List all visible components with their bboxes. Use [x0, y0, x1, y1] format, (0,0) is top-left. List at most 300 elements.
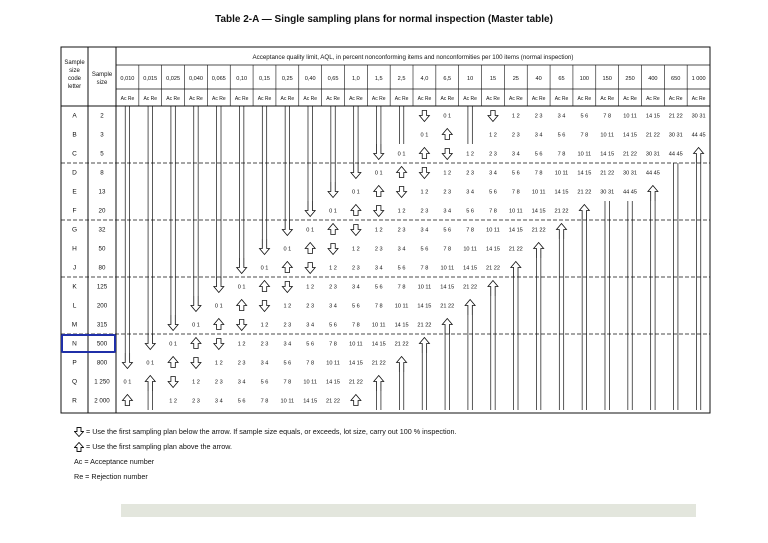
- ac-re-value: 0 1: [443, 113, 452, 120]
- sample-size: 800: [96, 359, 108, 367]
- sample-size: 50: [98, 245, 106, 253]
- ac-re-value: 1 2: [260, 322, 269, 329]
- ac-re-value: 3 4: [443, 208, 452, 215]
- ac-re-value: 10 11: [600, 132, 614, 139]
- arrow-down-icon: [191, 296, 201, 312]
- ac-re-label: Ac Re: [623, 96, 637, 102]
- arrow-up-icon: [168, 357, 178, 368]
- aql-value: 400: [648, 76, 658, 82]
- ac-re-value: 1 2: [283, 303, 292, 310]
- ac-re-value: 2 3: [489, 151, 497, 158]
- ac-re-value: 1 2: [489, 132, 497, 139]
- ac-re-value: 1 2: [306, 284, 315, 291]
- ac-re-value: 0 1: [329, 208, 337, 215]
- ac-re-value: 2 3: [534, 113, 543, 120]
- ac-re-value: 0 1: [123, 379, 132, 386]
- ac-re-value: 0 1: [214, 303, 223, 310]
- sample-size: 5: [100, 150, 104, 158]
- legend-up-text: = Use the first sampling plan above the arrow.: [86, 442, 233, 451]
- ac-re-value: 2 3: [374, 246, 383, 253]
- ac-re-value: 5 6: [420, 246, 429, 253]
- ac-re-value: 21 22: [326, 398, 341, 405]
- arrow-down-icon: [74, 427, 84, 437]
- aql-value: 0,065: [211, 76, 226, 82]
- ac-re-label: Ac Re: [486, 96, 500, 102]
- ac-re-value: 7 8: [306, 360, 315, 367]
- arrow-up-icon: [74, 442, 84, 452]
- arrow-down-icon: [351, 225, 361, 236]
- ac-re-value: 21 22: [645, 132, 660, 139]
- ac-re-value: 10 11: [371, 322, 386, 329]
- ac-re-value: 21 22: [417, 322, 432, 329]
- arrow-down-icon: [374, 206, 384, 217]
- ac-re-label: Ac Re: [326, 96, 340, 102]
- aql-value: 1 000: [691, 76, 706, 82]
- ac-re-value: 7 8: [534, 170, 543, 177]
- ac-re-label: Ac Re: [463, 96, 477, 102]
- arrow-down-icon: [191, 358, 201, 369]
- sample-size: 200: [96, 302, 108, 310]
- arrow-down-icon: [419, 111, 429, 122]
- ac-re-value: 21 22: [508, 246, 523, 253]
- code-letter: H: [72, 245, 77, 253]
- ac-re-value: 3 4: [511, 151, 520, 158]
- ac-re-value: 1 2: [237, 341, 246, 348]
- ac-re-value: 2 3: [351, 265, 360, 272]
- ac-re-value: 0 1: [237, 284, 246, 291]
- ac-re-value: 14 15: [485, 246, 500, 253]
- ac-re-value: 0 1: [146, 360, 155, 367]
- sample-size: 1 250: [94, 378, 110, 386]
- ac-re-value: 14 15: [531, 208, 546, 215]
- ac-re-value: 14 15: [440, 284, 455, 291]
- aql-value: 0,25: [281, 76, 293, 82]
- arrow-up-icon: [260, 281, 270, 292]
- ac-re-value: 1 2: [443, 170, 452, 177]
- aql-value: 0,65: [327, 76, 339, 82]
- arrow-down-icon: [168, 315, 178, 331]
- ac-re-value: 7 8: [603, 113, 612, 120]
- page-title: Table 2-A — Single sampling plans for normal inspection (Master table): [215, 14, 553, 25]
- ac-re-value: 3 4: [397, 246, 406, 253]
- arrow-down-icon: [260, 239, 270, 255]
- ac-re-value: 2 3: [397, 227, 406, 234]
- ac-re-value: 14 15: [417, 303, 432, 310]
- legend-up-row: [74, 439, 457, 454]
- ac-re-label: Ac Re: [440, 96, 455, 102]
- ac-re-value: 3 4: [374, 265, 383, 272]
- ac-re-value: 10 11: [554, 170, 569, 177]
- sample-size: 125: [96, 283, 108, 291]
- arrow-up-icon: [351, 395, 361, 406]
- arrow-up-icon: [397, 357, 407, 373]
- ac-re-value: 21 22: [623, 151, 638, 158]
- arrow-up-icon: [694, 148, 704, 164]
- arrow-down-icon: [328, 182, 338, 198]
- ac-re-value: 5 6: [466, 208, 475, 215]
- ac-re-value: 10 11: [440, 265, 455, 272]
- arrow-up-icon: [351, 205, 361, 216]
- ac-re-value: 10 11: [531, 189, 546, 196]
- ac-re-value: 44 45: [668, 151, 683, 158]
- sample-size: 315: [96, 321, 108, 329]
- ac-re-label: Ac Re: [280, 96, 295, 102]
- legend: [74, 424, 457, 484]
- ac-re-value: 3 4: [351, 284, 360, 291]
- arrow-down-icon: [488, 111, 498, 122]
- ac-re-value: 0 1: [420, 132, 429, 139]
- code-letter: N: [72, 340, 77, 348]
- arrow-down-icon: [282, 220, 292, 236]
- ac-re-label: Ac Re: [189, 96, 203, 102]
- arrow-down-icon: [442, 149, 452, 160]
- code-letter: M: [71, 321, 78, 329]
- ac-re-value: 10 11: [509, 208, 523, 215]
- ac-re-value: 14 15: [645, 113, 660, 120]
- ac-re-value: 5 6: [397, 265, 406, 272]
- ac-re-value: 30 31: [600, 189, 615, 196]
- code-letter: F: [72, 207, 77, 215]
- ac-re-value: 7 8: [489, 208, 497, 215]
- ac-re-value: 21 22: [485, 265, 500, 272]
- arrow-up-icon: [488, 281, 498, 297]
- arrow-up-icon: [442, 129, 452, 140]
- aql-value: 1,5: [374, 76, 383, 82]
- legend-re-row: [74, 469, 457, 484]
- ac-re-value: 3 4: [534, 132, 543, 139]
- ac-re-value: 1 2: [169, 398, 178, 405]
- aql-value: 25: [512, 76, 519, 82]
- arrow-down-icon: [374, 144, 384, 160]
- code-letter: C: [72, 150, 77, 158]
- legend-down-row: [74, 424, 457, 439]
- ac-re-value: 21 22: [531, 227, 546, 234]
- arrow-down-icon: [168, 377, 178, 388]
- ac-re-value: 1 2: [374, 227, 383, 234]
- ac-re-value: 21 22: [577, 189, 592, 196]
- ac-re-value: 2 3: [260, 341, 269, 348]
- ac-re-value: 7 8: [283, 379, 292, 386]
- header-sample-size: Sample size: [91, 72, 113, 86]
- sample-size: 8: [100, 169, 104, 177]
- ac-re-value: 1 2: [329, 265, 337, 272]
- arrow-down-icon: [214, 277, 224, 293]
- ac-re-value: 14 15: [303, 398, 318, 405]
- ac-re-value: 30 31: [645, 151, 660, 158]
- ac-re-value: 7 8: [260, 398, 269, 405]
- arrow-up-icon: [465, 300, 475, 316]
- arrow-down-icon: [214, 339, 224, 350]
- aql-value: 1,0: [351, 76, 360, 82]
- ac-re-value: 2 3: [329, 284, 337, 291]
- ac-re-label: Ac Re: [120, 96, 135, 102]
- arrow-up-icon: [648, 186, 658, 202]
- aql-value: 65: [558, 76, 565, 82]
- ac-re-value: 3 4: [420, 227, 429, 234]
- ac-re-value: 3 4: [329, 303, 337, 310]
- ac-re-value: 10 11: [486, 227, 500, 234]
- arrow-down-icon: [237, 320, 247, 331]
- legend-ac-text: Ac = Acceptance number: [74, 457, 155, 466]
- arrow-up-icon: [397, 167, 407, 178]
- ac-re-value: 2 3: [237, 360, 246, 367]
- ac-re-value: 10 11: [463, 246, 477, 253]
- arrow-up-icon: [442, 319, 452, 335]
- ac-re-value: 10 11: [303, 379, 317, 386]
- ac-re-value: 14 15: [508, 227, 523, 234]
- ac-re-value: 3 4: [237, 379, 246, 386]
- ac-re-value: 5 6: [237, 398, 246, 405]
- ac-re-value: 0 1: [192, 322, 200, 329]
- ac-re-value: 2 3: [443, 189, 452, 196]
- ac-re-label: Ac Re: [600, 96, 615, 102]
- ac-re-value: 0 1: [397, 151, 406, 158]
- aql-value: 100: [579, 76, 590, 82]
- aql-value: 4,0: [420, 76, 429, 82]
- ac-re-value: 14 15: [600, 151, 615, 158]
- ac-re-value: 14 15: [554, 189, 569, 196]
- ac-re-value: 0 1: [169, 341, 178, 348]
- ac-re-value: 1 2: [351, 246, 360, 253]
- ac-re-label: Ac Re: [234, 96, 249, 102]
- ac-re-label: Ac Re: [257, 96, 272, 102]
- ac-re-value: 1 2: [214, 360, 223, 367]
- ac-re-value: 30 31: [623, 170, 638, 177]
- arrow-up-icon: [214, 319, 224, 330]
- aql-value: 2,5: [397, 76, 406, 82]
- legend-down-text: = Use the first sampling plan below the arrow. If sample size equals, or exceeds, lot size, carry out 100 % inspection.: [86, 427, 457, 436]
- ac-re-value: 2 3: [283, 322, 292, 329]
- header-code-letter: Sample size code letter: [64, 60, 85, 90]
- ac-re-label: Ac Re: [691, 96, 706, 102]
- arrow-up-icon: [374, 376, 384, 392]
- ac-re-value: 10 11: [349, 341, 363, 348]
- ac-re-value: 0 1: [283, 246, 292, 253]
- ac-re-label: Ac Re: [668, 96, 683, 102]
- ac-re-value: 5 6: [374, 284, 383, 291]
- ac-re-value: 44 45: [645, 170, 660, 177]
- ac-re-label: Ac Re: [143, 96, 158, 102]
- ac-re-value: 2 3: [306, 303, 315, 310]
- ac-re-value: 14 15: [577, 170, 592, 177]
- ac-re-value: 5 6: [351, 303, 360, 310]
- sample-size: 80: [98, 264, 106, 272]
- ac-re-value: 0 1: [260, 265, 269, 272]
- ac-re-value: 21 22: [371, 360, 386, 367]
- arrow-up-icon: [328, 224, 338, 235]
- code-letter: P: [72, 359, 77, 367]
- code-letter: G: [71, 226, 78, 234]
- ac-re-value: 0 1: [351, 189, 360, 196]
- arrow-up-icon: [282, 262, 292, 273]
- ac-re-value: 2 3: [214, 379, 223, 386]
- ac-re-value: 3 4: [489, 170, 497, 177]
- ac-re-value: 10 11: [577, 151, 592, 158]
- sample-size: 13: [98, 188, 106, 196]
- arrow-down-icon: [282, 282, 292, 293]
- ac-re-value: 0 1: [374, 170, 383, 177]
- ac-re-value: 14 15: [623, 132, 638, 139]
- aql-value: 0,025: [166, 76, 181, 82]
- ac-re-value: 21 22: [440, 303, 455, 310]
- ac-re-label: Ac Re: [508, 96, 523, 102]
- ac-re-value: 30 31: [691, 113, 706, 120]
- ac-re-value: 10 11: [623, 113, 637, 120]
- ac-re-value: 21 22: [394, 341, 409, 348]
- arrow-down-icon: [305, 201, 315, 217]
- code-letter: E: [72, 188, 77, 196]
- sample-size: 500: [96, 340, 108, 348]
- ac-re-value: 1 2: [420, 189, 429, 196]
- ac-re-label: Ac Re: [303, 96, 318, 102]
- ac-re-value: 2 3: [420, 208, 429, 215]
- code-letter: R: [72, 397, 77, 405]
- aql-value: 0,10: [236, 76, 248, 82]
- code-letter: A: [72, 112, 77, 120]
- ac-re-value: 7 8: [511, 189, 520, 196]
- aql-value: 40: [535, 76, 542, 82]
- aql-value: 0,015: [143, 76, 158, 82]
- ac-re-value: 10 11: [394, 303, 409, 310]
- ac-re-value: 5 6: [557, 132, 566, 139]
- ac-re-value: 10 11: [326, 360, 340, 367]
- ac-re-value: 44 45: [623, 189, 638, 196]
- aql-value: 150: [602, 76, 612, 82]
- arrow-up-icon: [511, 262, 521, 278]
- arrow-down-icon: [145, 334, 155, 350]
- arrow-up-icon: [419, 338, 429, 354]
- aql-value: 0,040: [188, 76, 203, 82]
- ac-re-value: 3 4: [283, 341, 292, 348]
- ac-re-value: 2 3: [466, 170, 475, 177]
- sample-size: 3: [100, 131, 104, 139]
- ac-re-label: Ac Re: [211, 96, 226, 102]
- ac-re-value: 21 22: [600, 170, 615, 177]
- code-letter: L: [72, 302, 77, 310]
- ac-re-value: 7 8: [466, 227, 475, 234]
- arrow-down-icon: [351, 163, 361, 179]
- ac-re-label: Ac Re: [577, 96, 592, 102]
- arrow-up-icon: [374, 186, 384, 197]
- code-letter: K: [72, 283, 77, 291]
- code-letter: D: [72, 169, 77, 177]
- ac-re-value: 0 1: [306, 227, 315, 234]
- ac-re-label: Ac Re: [371, 96, 386, 102]
- ac-re-label: Ac Re: [394, 96, 409, 102]
- code-letter: J: [72, 264, 77, 272]
- aql-value: 250: [625, 76, 635, 82]
- arrow-up-icon: [122, 395, 132, 406]
- ac-re-value: 14 15: [394, 322, 409, 329]
- aql-value: 650: [671, 76, 681, 82]
- ac-re-value: 5 6: [489, 189, 497, 196]
- sample-size: 2 000: [94, 397, 110, 405]
- ac-re-value: 2 3: [511, 132, 520, 139]
- arrow-up-icon: [145, 376, 155, 392]
- ac-re-label: Ac Re: [531, 96, 546, 102]
- ac-re-value: 7 8: [351, 322, 360, 329]
- ac-re-value: 44 45: [691, 132, 706, 139]
- ac-re-value: 7 8: [374, 303, 383, 310]
- arrow-down-icon: [237, 258, 247, 274]
- ac-re-value: 3 4: [306, 322, 315, 329]
- ac-re-value: 7 8: [329, 341, 337, 348]
- ac-re-value: 21 22: [463, 284, 478, 291]
- ac-re-value: 2 3: [192, 398, 200, 405]
- ac-re-value: 7 8: [580, 132, 589, 139]
- ac-re-value: 7 8: [397, 284, 406, 291]
- ac-re-value: 7 8: [420, 265, 429, 272]
- ac-re-value: 5 6: [511, 170, 520, 177]
- ac-re-value: 10 11: [417, 284, 432, 291]
- ac-re-value: 1 2: [466, 151, 475, 158]
- legend-re-text: Re = Rejection number: [74, 472, 148, 481]
- arrow-up-icon: [237, 300, 247, 311]
- ac-re-value: 1 2: [192, 379, 200, 386]
- aql-banner: Acceptance quality limit, AQL, in percent nonconforming items and nonconformities per 100 items (normal inspection): [252, 54, 574, 61]
- arrow-down-icon: [122, 353, 132, 369]
- arrow-down-icon: [328, 244, 338, 255]
- ac-re-value: 21 22: [554, 208, 569, 215]
- arrow-up-icon: [191, 338, 201, 349]
- ac-re-value: 3 4: [214, 398, 223, 405]
- ac-re-value: 21 22: [348, 379, 363, 386]
- ac-re-value: 3 4: [260, 360, 269, 367]
- ac-re-value: 5 6: [329, 322, 337, 329]
- ac-re-value: 30 31: [668, 132, 683, 139]
- ac-re-value: 14 15: [463, 265, 478, 272]
- ac-re-label: Ac Re: [417, 96, 432, 102]
- ac-re-value: 14 15: [326, 379, 341, 386]
- arrow-down-icon: [260, 301, 270, 312]
- sample-size: 2: [100, 112, 104, 120]
- arrow-up-icon: [419, 148, 429, 159]
- legend-ac-row: [74, 454, 457, 469]
- ac-re-value: 5 6: [306, 341, 315, 348]
- ac-re-value: 5 6: [283, 360, 292, 367]
- ac-re-label: Ac Re: [554, 96, 569, 102]
- ac-re-value: 5 6: [260, 379, 269, 386]
- code-letter: B: [72, 131, 77, 139]
- sample-size: 32: [98, 226, 106, 234]
- ac-re-label: Ac Re: [166, 96, 180, 102]
- ac-re-value: 5 6: [443, 227, 452, 234]
- arrow-down-icon: [419, 168, 429, 179]
- ac-re-value: 14 15: [371, 341, 386, 348]
- arrow-up-icon: [305, 243, 315, 254]
- ac-re-value: 3 4: [466, 189, 475, 196]
- arrow-up-icon: [557, 224, 567, 240]
- ac-re-value: 14 15: [348, 360, 363, 367]
- arrow-up-icon: [579, 205, 589, 221]
- aql-value: 0,15: [259, 76, 270, 82]
- arrow-down-icon: [397, 187, 407, 198]
- ac-re-value: 7 8: [443, 246, 452, 253]
- ac-re-value: 1 2: [511, 113, 520, 120]
- sample-size: 20: [98, 207, 106, 215]
- aql-value: 0,40: [304, 76, 316, 82]
- ac-re-value: 21 22: [668, 113, 683, 120]
- ac-re-value: 5 6: [534, 151, 543, 158]
- arrow-down-icon: [305, 263, 315, 274]
- ac-re-value: 5 6: [580, 113, 589, 120]
- aql-value: 10: [466, 76, 474, 82]
- ac-re-value: 7 8: [557, 151, 566, 158]
- ac-re-value: 10 11: [280, 398, 295, 405]
- ac-re-label: Ac Re: [349, 96, 363, 102]
- arrow-up-icon: [534, 243, 544, 259]
- code-letter: Q: [71, 378, 78, 386]
